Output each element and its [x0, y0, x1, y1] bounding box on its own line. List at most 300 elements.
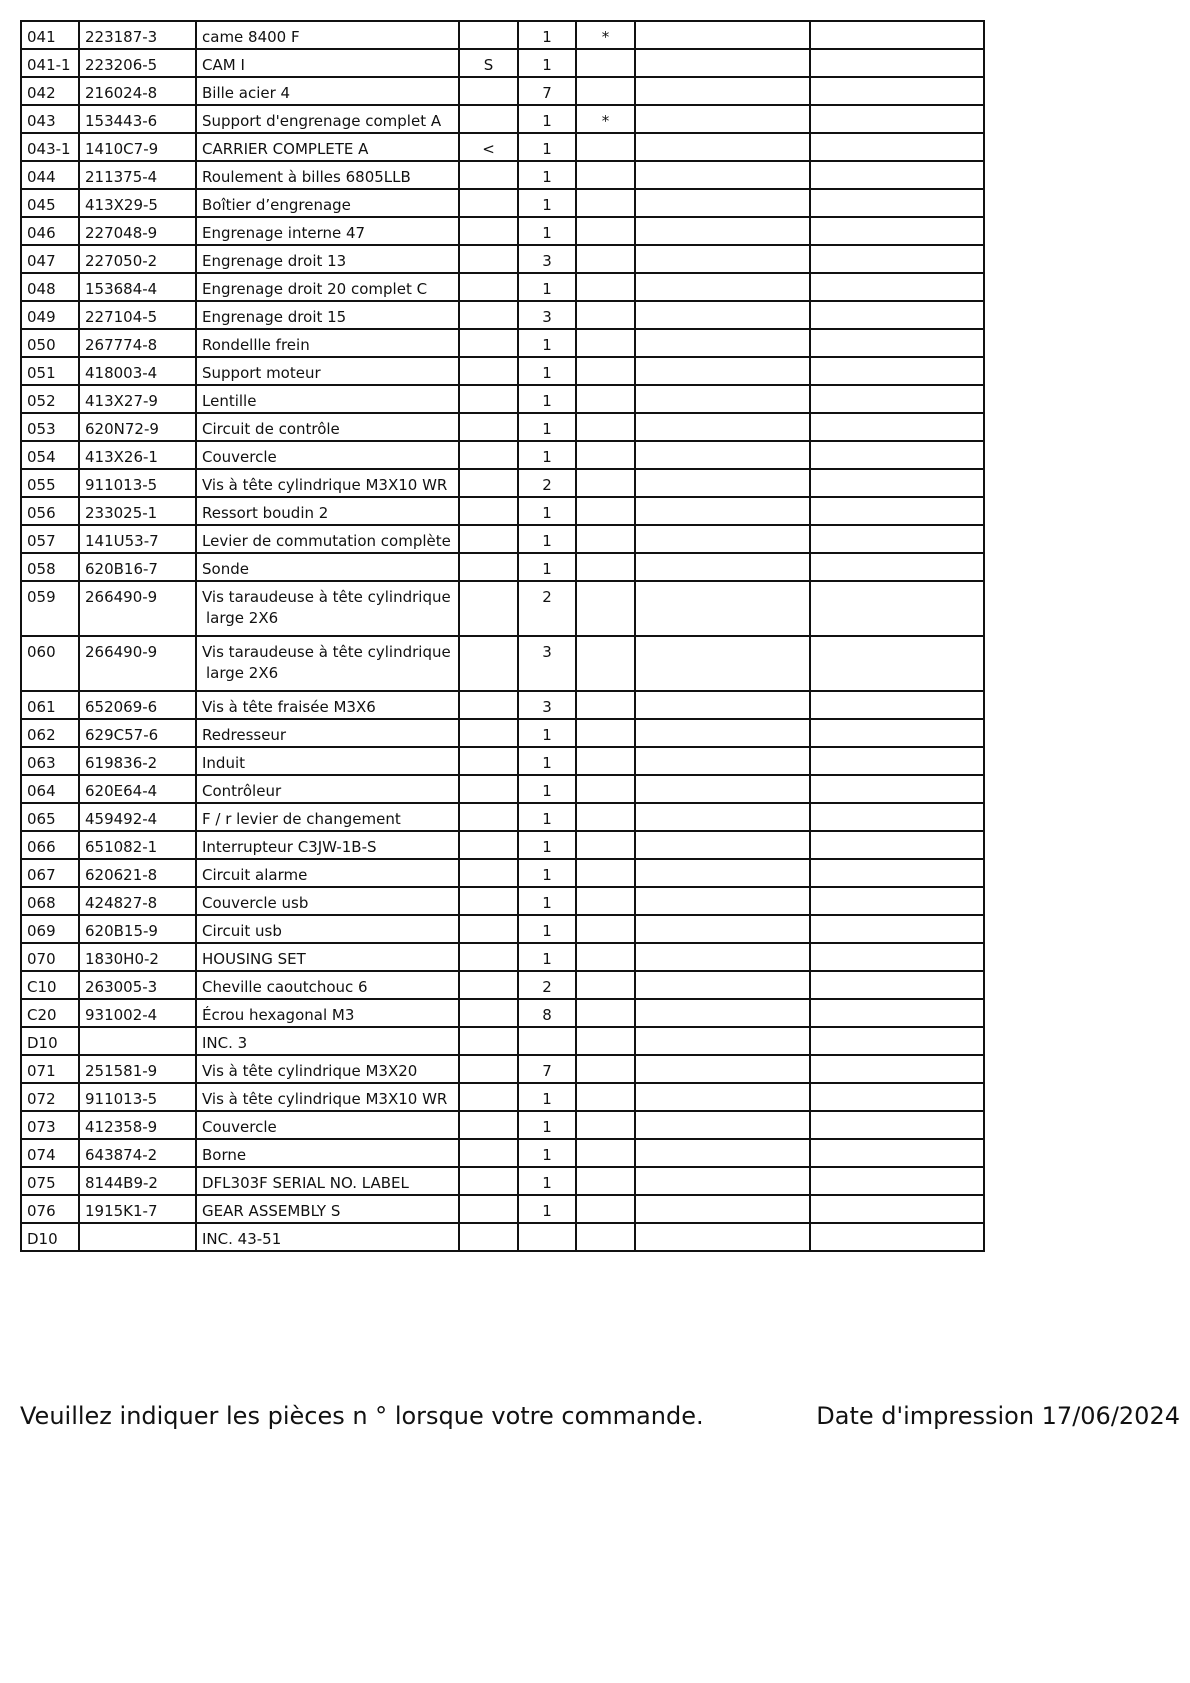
description-text: Borne: [202, 1146, 247, 1164]
note-cell: [576, 859, 635, 887]
blank-cell: [810, 636, 984, 691]
note-cell: [576, 1195, 635, 1223]
note-cell: [576, 775, 635, 803]
quantity-text: 1: [542, 448, 552, 466]
note-cell: [576, 385, 635, 413]
item-number-text: 048: [27, 280, 56, 298]
item-number-cell: [21, 1083, 79, 1111]
part-number-text: 620B15-9: [85, 922, 158, 940]
part-number-cell: [79, 999, 196, 1027]
item-number-text: 043-1: [27, 140, 71, 158]
part-number-cell: [79, 691, 196, 719]
blank-cell: [635, 831, 810, 859]
item-number-text: 041-1: [27, 56, 71, 74]
blank-cell: [810, 217, 984, 245]
quantity-text: 1: [542, 1090, 552, 1108]
description-text: INC. 43-51: [202, 1230, 282, 1248]
description-text-line2: large 2X6: [206, 609, 279, 627]
item-number-text: 071: [27, 1062, 56, 1080]
description-text: Redresseur: [202, 726, 287, 744]
flag-cell: [459, 803, 518, 831]
blank-cell: [810, 469, 984, 497]
quantity-text: 3: [542, 698, 552, 716]
item-number-text: 073: [27, 1118, 56, 1136]
quantity-cell: [518, 887, 576, 915]
quantity-text: 1: [542, 950, 552, 968]
quantity-cell: [518, 1223, 576, 1251]
blank-cell: [810, 915, 984, 943]
part-number-cell: [79, 803, 196, 831]
description-cell: [196, 915, 459, 943]
blank-cell: [635, 581, 810, 636]
quantity-text: 1: [542, 1174, 552, 1192]
description-text: Vis à tête cylindrique M3X10 WR: [202, 1090, 448, 1108]
description-cell: [196, 273, 459, 301]
table-row: [21, 525, 984, 553]
item-number-cell: [21, 385, 79, 413]
blank-cell: [810, 719, 984, 747]
quantity-text: 1: [542, 504, 552, 522]
part-number-cell: [79, 1055, 196, 1083]
part-number-cell: [79, 77, 196, 105]
quantity-cell: [518, 245, 576, 273]
part-number-text: 263005-3: [85, 978, 158, 996]
description-text: Rondellle frein: [202, 336, 310, 354]
description-text: Couvercle: [202, 448, 277, 466]
quantity-text: 3: [542, 252, 552, 270]
quantity-cell: [518, 859, 576, 887]
part-number-cell: [79, 133, 196, 161]
description-cell: [196, 1055, 459, 1083]
item-number-text: 045: [27, 196, 56, 214]
table-row: [21, 636, 984, 691]
part-number-cell: [79, 747, 196, 775]
quantity-cell: [518, 581, 576, 636]
flag-cell: [459, 217, 518, 245]
flag-cell: [459, 1055, 518, 1083]
quantity-cell: [518, 719, 576, 747]
part-number-cell: [79, 497, 196, 525]
part-number-cell: [79, 553, 196, 581]
quantity-cell: [518, 1195, 576, 1223]
quantity-cell: [518, 525, 576, 553]
description-cell: [196, 357, 459, 385]
description-text: F / r levier de changement: [202, 810, 401, 828]
description-cell: [196, 301, 459, 329]
blank-cell: [810, 1111, 984, 1139]
flag-cell: [459, 581, 518, 636]
blank-cell: [635, 133, 810, 161]
table-row: [21, 915, 984, 943]
blank-cell: [810, 747, 984, 775]
blank-cell: [810, 105, 984, 133]
part-number-text: 1410C7-9: [85, 140, 159, 158]
flag-cell: [459, 329, 518, 357]
part-number-text: 223187-3: [85, 28, 158, 46]
note-cell: [576, 441, 635, 469]
blank-cell: [810, 1167, 984, 1195]
note-cell: [576, 469, 635, 497]
table-row: [21, 105, 984, 133]
part-number-text: 233025-1: [85, 504, 158, 522]
item-number-cell: [21, 189, 79, 217]
item-number-cell: [21, 217, 79, 245]
part-number-cell: [79, 719, 196, 747]
quantity-text: 1: [542, 336, 552, 354]
flag-cell: [459, 497, 518, 525]
description-cell: [196, 77, 459, 105]
item-number-cell: [21, 525, 79, 553]
table-row: [21, 497, 984, 525]
description-cell: [196, 1111, 459, 1139]
blank-cell: [810, 413, 984, 441]
quantity-text: 8: [542, 1006, 552, 1024]
quantity-cell: [518, 1167, 576, 1195]
table-row: [21, 747, 984, 775]
table-row: [21, 161, 984, 189]
description-cell: [196, 719, 459, 747]
table-row: [21, 133, 984, 161]
description-cell: [196, 49, 459, 77]
blank-cell: [635, 943, 810, 971]
description-cell: [196, 525, 459, 553]
quantity-text: 2: [542, 978, 552, 996]
description-text: GEAR ASSEMBLY S: [202, 1202, 341, 1220]
description-cell: [196, 803, 459, 831]
quantity-cell: [518, 999, 576, 1027]
table-row: [21, 1139, 984, 1167]
part-number-cell: [79, 775, 196, 803]
blank-cell: [810, 385, 984, 413]
part-number-text: 141U53-7: [85, 532, 159, 550]
description-text: Induit: [202, 754, 246, 772]
quantity-text: 1: [542, 364, 552, 382]
blank-cell: [635, 1195, 810, 1223]
item-number-cell: [21, 21, 79, 49]
part-number-text: 651082-1: [85, 838, 158, 856]
part-number-cell: [79, 357, 196, 385]
description-cell: [196, 887, 459, 915]
flag-cell: [459, 133, 518, 161]
flag-cell: [459, 775, 518, 803]
description-text: Vis taraudeuse à tête cylindrique: [202, 643, 451, 661]
blank-cell: [635, 413, 810, 441]
blank-cell: [635, 1027, 810, 1055]
description-cell: [196, 581, 459, 636]
note-cell: [576, 971, 635, 999]
note-cell: [576, 1167, 635, 1195]
part-number-text: 620B16-7: [85, 560, 158, 578]
quantity-cell: [518, 273, 576, 301]
item-number-text: 043: [27, 112, 56, 130]
item-number-text: 051: [27, 364, 56, 382]
quantity-text: 1: [542, 140, 552, 158]
part-number-cell: [79, 1083, 196, 1111]
item-number-text: 069: [27, 922, 56, 940]
quantity-cell: [518, 441, 576, 469]
item-number-text: D10: [27, 1034, 58, 1052]
part-number-text: 424827-8: [85, 894, 158, 912]
quantity-cell: [518, 413, 576, 441]
quantity-text: 1: [542, 532, 552, 550]
quantity-cell: [518, 1083, 576, 1111]
blank-cell: [810, 525, 984, 553]
part-number-text: 267774-8: [85, 336, 158, 354]
description-cell: [196, 747, 459, 775]
item-number-cell: [21, 133, 79, 161]
quantity-text: 1: [542, 1202, 552, 1220]
blank-cell: [635, 385, 810, 413]
flag-cell: [459, 831, 518, 859]
table-row: [21, 1027, 984, 1055]
quantity-cell: [518, 636, 576, 691]
quantity-text: 1: [542, 224, 552, 242]
item-number-cell: [21, 1111, 79, 1139]
blank-cell: [635, 245, 810, 273]
description-text: Sonde: [202, 560, 249, 578]
quantity-cell: [518, 1055, 576, 1083]
blank-cell: [810, 775, 984, 803]
table-row: [21, 1111, 984, 1139]
item-number-cell: [21, 329, 79, 357]
note-cell: [576, 581, 635, 636]
quantity-cell: [518, 329, 576, 357]
item-number-cell: [21, 1195, 79, 1223]
blank-cell: [810, 189, 984, 217]
table-row: [21, 301, 984, 329]
part-number-text: 266490-9: [85, 643, 158, 661]
part-number-text: 459492-4: [85, 810, 158, 828]
item-number-cell: [21, 971, 79, 999]
description-cell: [196, 1195, 459, 1223]
blank-cell: [635, 273, 810, 301]
item-number-text: 057: [27, 532, 56, 550]
quantity-text: 1: [542, 28, 552, 46]
quantity-text: 1: [542, 280, 552, 298]
quantity-cell: [518, 803, 576, 831]
description-text: Vis taraudeuse à tête cylindrique: [202, 588, 451, 606]
note-cell: [576, 553, 635, 581]
description-cell: [196, 971, 459, 999]
blank-cell: [810, 831, 984, 859]
item-number-text: 052: [27, 392, 56, 410]
flag-text: <: [482, 140, 495, 158]
description-text: Lentille: [202, 392, 257, 410]
quantity-text: 1: [542, 894, 552, 912]
note-cell: [576, 887, 635, 915]
part-number-cell: [79, 581, 196, 636]
description-text: Support d'engrenage complet A: [202, 112, 442, 130]
blank-cell: [635, 1139, 810, 1167]
description-cell: [196, 21, 459, 49]
item-number-text: 059: [27, 588, 56, 606]
flag-cell: [459, 1139, 518, 1167]
note-cell: [576, 719, 635, 747]
table-row: [21, 189, 984, 217]
part-number-cell: [79, 273, 196, 301]
quantity-text: 1: [542, 922, 552, 940]
note-cell: [576, 189, 635, 217]
blank-cell: [635, 21, 810, 49]
item-number-text: 050: [27, 336, 56, 354]
item-number-text: 066: [27, 838, 56, 856]
part-number-cell: [79, 636, 196, 691]
description-text: Circuit usb: [202, 922, 282, 940]
flag-cell: [459, 943, 518, 971]
description-cell: [196, 1027, 459, 1055]
blank-cell: [810, 441, 984, 469]
table-row: [21, 691, 984, 719]
quantity-cell: [518, 971, 576, 999]
blank-cell: [810, 497, 984, 525]
description-cell: [196, 413, 459, 441]
parts-table: [20, 20, 985, 1252]
description-text: Circuit de contrôle: [202, 420, 340, 438]
part-number-text: 266490-9: [85, 588, 158, 606]
table-row: [21, 49, 984, 77]
flag-cell: [459, 469, 518, 497]
blank-cell: [810, 803, 984, 831]
item-number-cell: [21, 999, 79, 1027]
table-row: [21, 943, 984, 971]
note-cell: [576, 831, 635, 859]
description-cell: [196, 943, 459, 971]
item-number-cell: [21, 469, 79, 497]
blank-cell: [810, 161, 984, 189]
item-number-cell: [21, 943, 79, 971]
part-number-text: 620621-8: [85, 866, 158, 884]
item-number-cell: [21, 1223, 79, 1251]
flag-cell: [459, 1083, 518, 1111]
item-number-text: 064: [27, 782, 56, 800]
table-row: [21, 1167, 984, 1195]
quantity-cell: [518, 553, 576, 581]
part-number-cell: [79, 971, 196, 999]
description-cell: [196, 1139, 459, 1167]
blank-cell: [635, 1223, 810, 1251]
flag-text: S: [483, 56, 494, 74]
item-number-cell: [21, 553, 79, 581]
table-row: [21, 329, 984, 357]
description-cell: [196, 217, 459, 245]
part-number-text: 211375-4: [85, 168, 158, 186]
blank-cell: [810, 77, 984, 105]
blank-cell: [810, 1195, 984, 1223]
note-cell: [576, 21, 635, 49]
part-number-text: 652069-6: [85, 698, 158, 716]
description-text: Interrupteur C3JW-1B-S: [202, 838, 377, 856]
item-number-cell: [21, 775, 79, 803]
blank-cell: [635, 1111, 810, 1139]
item-number-text: 067: [27, 866, 56, 884]
description-cell: [196, 329, 459, 357]
part-number-text: 413X26-1: [85, 448, 158, 466]
flag-cell: [459, 1167, 518, 1195]
description-cell: [196, 859, 459, 887]
order-instruction-note: Veuillez indiquer les pièces n ° lorsque votre commande.: [20, 1402, 704, 1430]
description-text: Boîtier d’engrenage: [202, 196, 351, 214]
description-cell: [196, 775, 459, 803]
flag-cell: [459, 691, 518, 719]
item-number-cell: [21, 719, 79, 747]
part-number-cell: [79, 469, 196, 497]
description-text: Circuit alarme: [202, 866, 308, 884]
blank-cell: [810, 1223, 984, 1251]
part-number-cell: [79, 161, 196, 189]
flag-cell: [459, 719, 518, 747]
part-number-text: 643874-2: [85, 1146, 158, 1164]
description-text: CAM I: [202, 56, 245, 74]
quantity-text: 2: [542, 476, 552, 494]
description-cell: [196, 133, 459, 161]
blank-cell: [810, 133, 984, 161]
part-number-text: 931002-4: [85, 1006, 158, 1024]
part-number-cell: [79, 1027, 196, 1055]
blank-cell: [810, 1027, 984, 1055]
blank-cell: [635, 469, 810, 497]
quantity-text: 1: [542, 782, 552, 800]
part-number-cell: [79, 245, 196, 273]
item-number-cell: [21, 691, 79, 719]
item-number-text: 076: [27, 1202, 56, 1220]
part-number-text: 911013-5: [85, 1090, 158, 1108]
blank-cell: [810, 859, 984, 887]
blank-cell: [810, 357, 984, 385]
flag-cell: [459, 273, 518, 301]
note-cell: [576, 77, 635, 105]
blank-cell: [635, 49, 810, 77]
quantity-cell: [518, 133, 576, 161]
blank-cell: [810, 49, 984, 77]
item-number-text: C20: [27, 1006, 57, 1024]
flag-cell: [459, 357, 518, 385]
part-number-text: 251581-9: [85, 1062, 158, 1080]
quantity-text: 1: [542, 168, 552, 186]
part-number-cell: [79, 859, 196, 887]
quantity-cell: [518, 469, 576, 497]
table-row: [21, 719, 984, 747]
item-number-cell: [21, 803, 79, 831]
part-number-cell: [79, 217, 196, 245]
note-cell: [576, 133, 635, 161]
note-text: *: [601, 112, 610, 130]
description-cell: [196, 385, 459, 413]
table-row: [21, 859, 984, 887]
flag-cell: [459, 161, 518, 189]
quantity-cell: [518, 1111, 576, 1139]
quantity-cell: [518, 217, 576, 245]
part-number-text: 620E64-4: [85, 782, 158, 800]
quantity-text: 1: [542, 420, 552, 438]
part-number-cell: [79, 1111, 196, 1139]
blank-cell: [635, 441, 810, 469]
table-row: [21, 581, 984, 636]
part-number-text: 216024-8: [85, 84, 158, 102]
part-number-text: 413X27-9: [85, 392, 158, 410]
blank-cell: [635, 1055, 810, 1083]
table-row: [21, 357, 984, 385]
quantity-text: 2: [542, 588, 552, 606]
quantity-text: 7: [542, 84, 552, 102]
blank-cell: [810, 273, 984, 301]
table-row: [21, 971, 984, 999]
flag-cell: [459, 747, 518, 775]
note-cell: [576, 691, 635, 719]
item-number-text: 061: [27, 698, 56, 716]
table-row: [21, 441, 984, 469]
description-cell: [196, 245, 459, 273]
part-number-text: 620N72-9: [85, 420, 159, 438]
